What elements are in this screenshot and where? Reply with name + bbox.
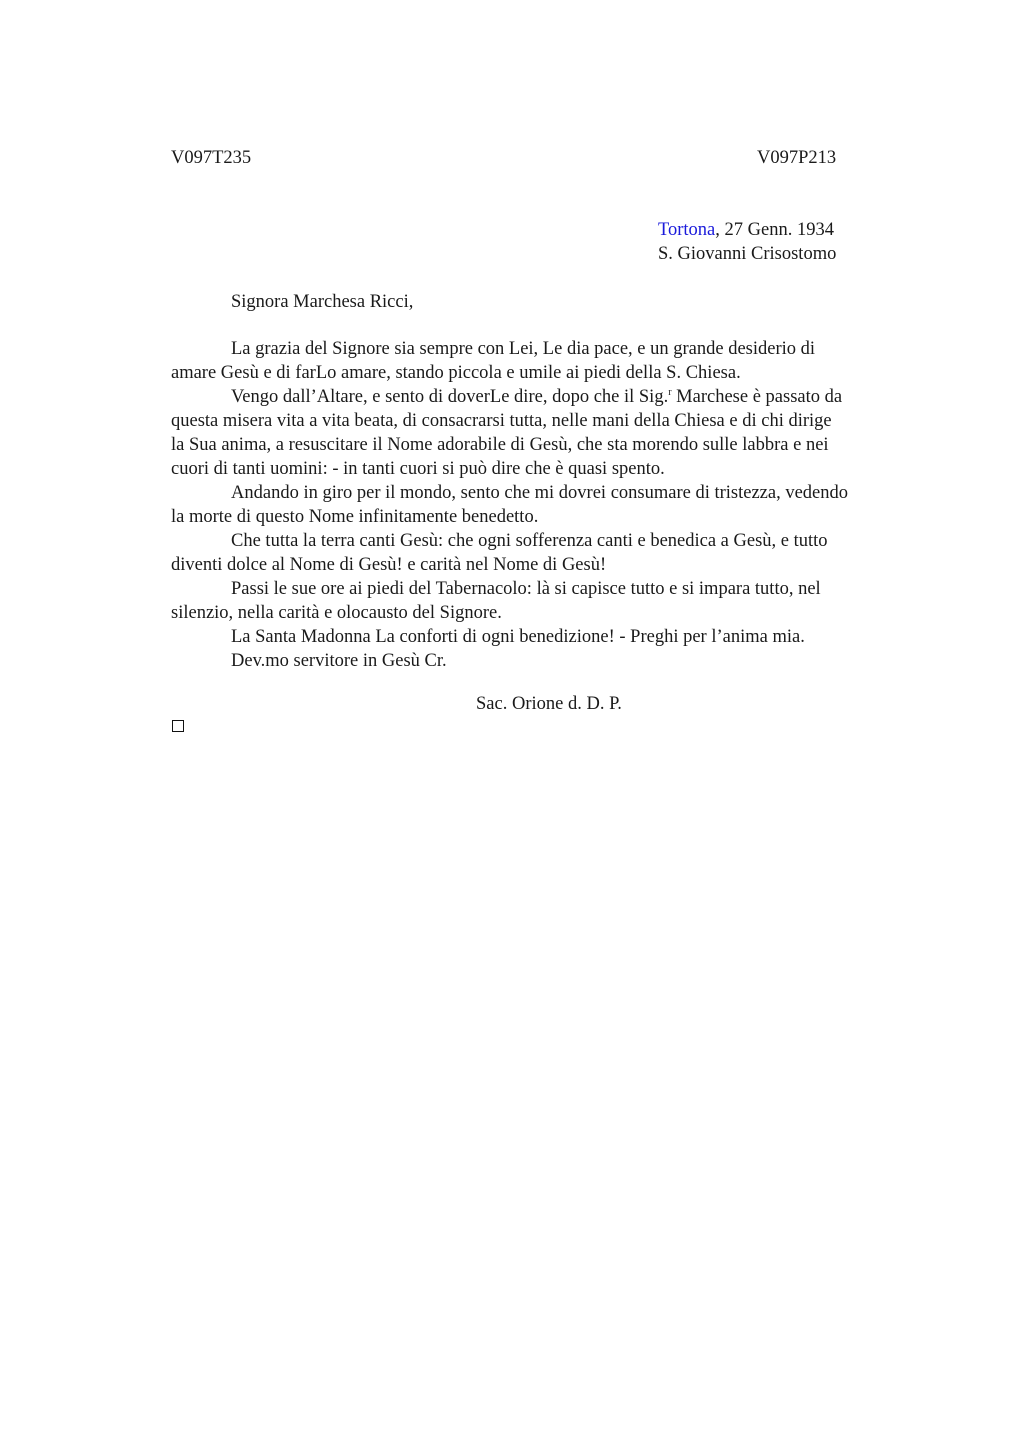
paragraph-line: questa misera vita a vita beata, di consacrarsi tutta, nelle mani della Chiesa e di chi dirige bbox=[171, 411, 832, 431]
paragraph-1 bbox=[171, 337, 931, 385]
paragraph-2 bbox=[171, 385, 931, 481]
place-date-line bbox=[658, 218, 836, 242]
signature: Sac. Orione d. D. P. bbox=[476, 694, 622, 714]
paragraph-4 bbox=[171, 529, 931, 577]
superscript: r bbox=[668, 387, 672, 398]
paragraph-5 bbox=[171, 577, 931, 625]
paragraph-line: diventi dolce al Nome di Gesù! e carità nel Nome di Gesù! bbox=[171, 555, 607, 575]
document-code-right: V097P213 bbox=[757, 148, 837, 168]
paragraph-line bbox=[171, 385, 931, 409]
paragraph-6 bbox=[171, 625, 931, 649]
paragraph-text: Marchese è passato da bbox=[671, 387, 843, 407]
paragraph-line: La grazia del Signore sia sempre con Lei, Le dia pace, e un grande desiderio di bbox=[231, 339, 816, 359]
paragraph-line: Passi le sue ore ai piedi del Tabernacolo: là si capisce tutto e si impara tutto, nel bbox=[231, 579, 821, 599]
paragraph-line: amare Gesù e di farLo amare, stando piccola e umile ai piedi della S. Chiesa. bbox=[171, 363, 741, 383]
paragraph-line: Che tutta la terra canti Gesù: che ogni sofferenza canti e benedica a Gesù, e tutto bbox=[231, 531, 828, 551]
paragraph-line: cuori di tanti uomini: - in tanti cuori si può dire che è quasi spento. bbox=[171, 459, 665, 479]
paragraph-7 bbox=[171, 649, 931, 673]
salutation: Signora Marchesa Ricci, bbox=[231, 292, 414, 312]
paragraph-line: La Santa Madonna La conforti di ogni benedizione! - Preghi per l’anima mia. bbox=[231, 627, 805, 647]
paragraph-line: la Sua anima, a resuscitare il Nome adorabile di Gesù, che sta morendo sulle labbra e nei bbox=[171, 435, 829, 455]
paragraph-line: Andando in giro per il mondo, sento che mi dovrei consumare di tristezza, vedendo bbox=[231, 483, 849, 503]
document-code-left: V097T235 bbox=[171, 148, 252, 168]
dateline bbox=[658, 218, 836, 266]
paragraph-line: la morte di questo Nome infinitamente benedetto. bbox=[171, 507, 539, 527]
place-name: Tortona bbox=[658, 220, 716, 240]
saint-of-day: S. Giovanni Crisostomo bbox=[658, 244, 837, 264]
paragraph-line: silenzio, nella carità e olocausto del Signore. bbox=[171, 603, 502, 623]
letter-body bbox=[171, 337, 931, 673]
paragraph-text: Vengo dall’Altare, e sento di doverLe dire, dopo che il Sig. bbox=[231, 387, 669, 407]
checkbox-square-icon bbox=[172, 720, 184, 732]
letter-date: , 27 Genn. 1934 bbox=[715, 220, 834, 240]
paragraph-3 bbox=[171, 481, 931, 529]
paragraph-line: Dev.mo servitore in Gesù Cr. bbox=[231, 651, 447, 671]
